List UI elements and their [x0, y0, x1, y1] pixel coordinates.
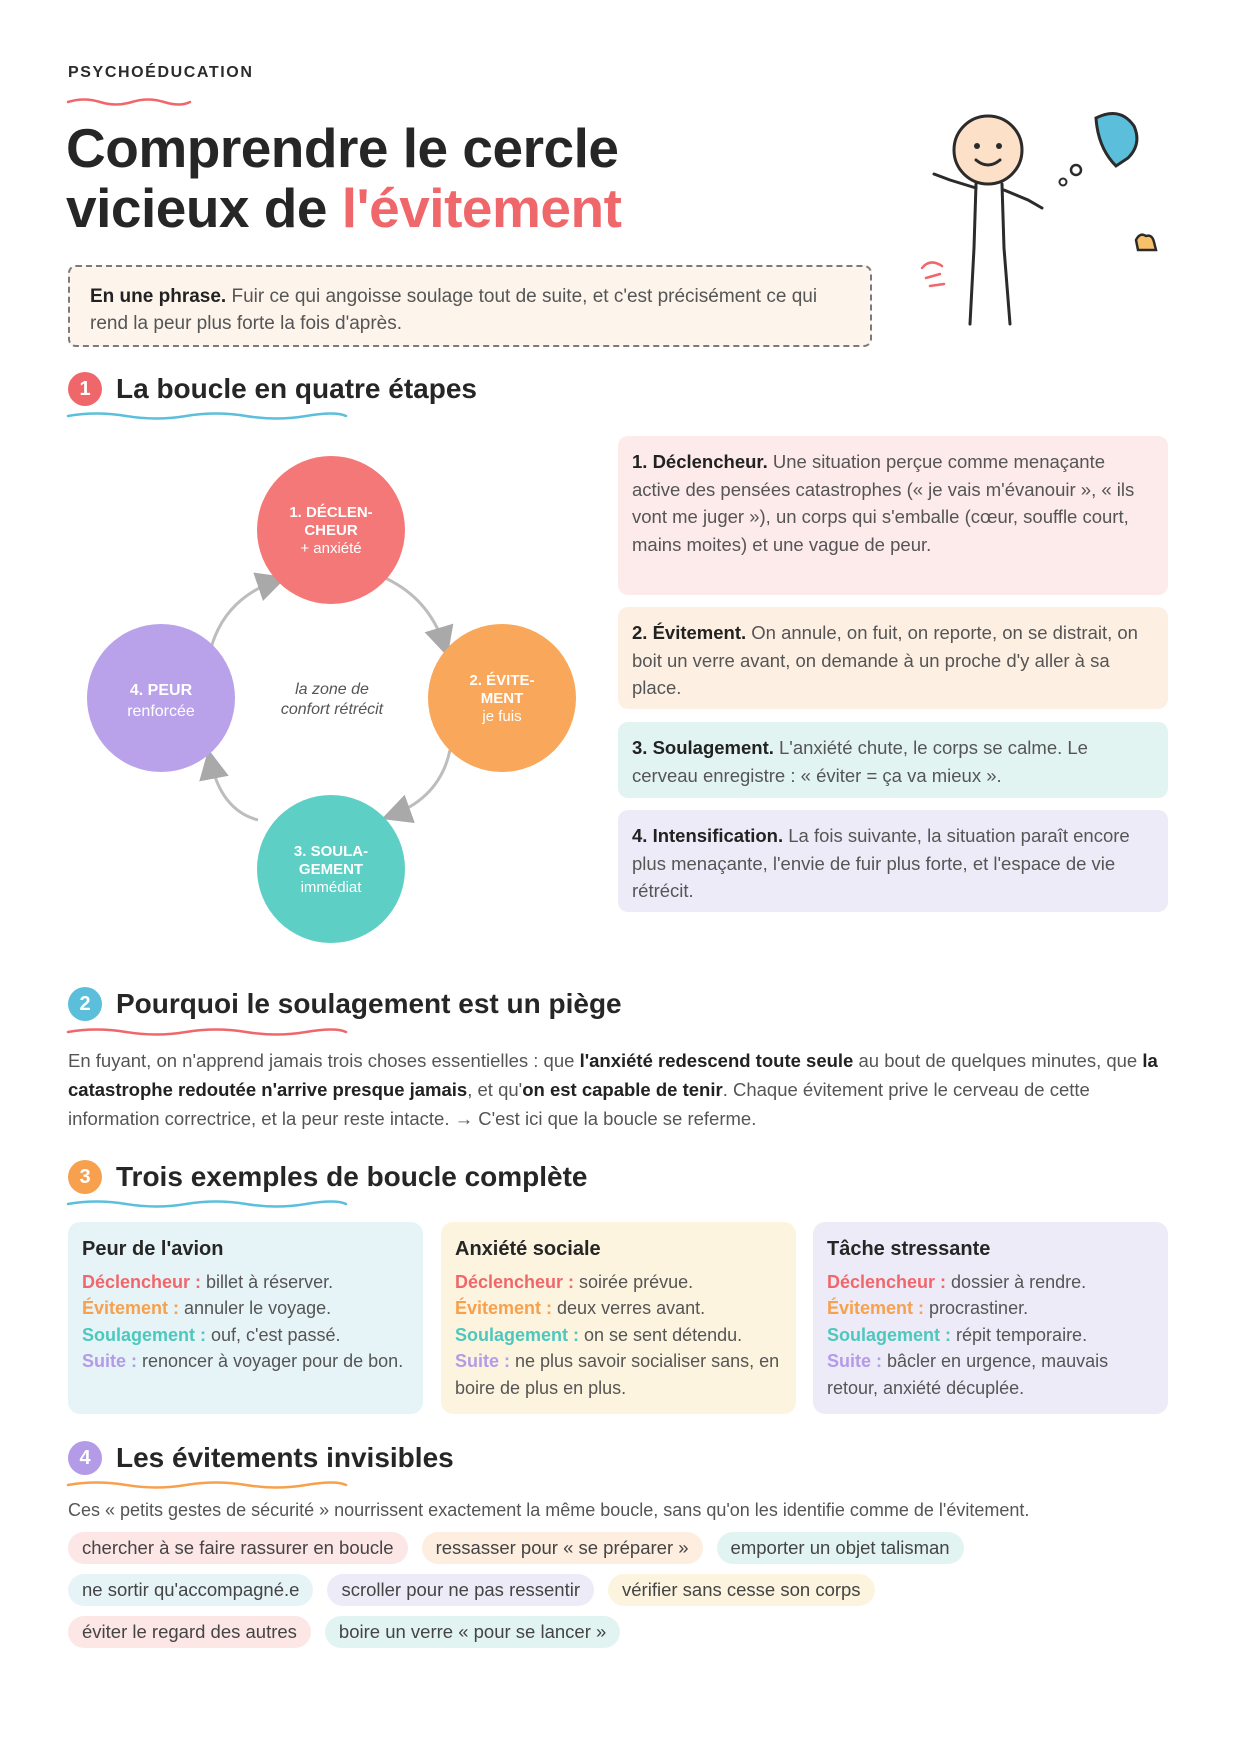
arrow-1-to-2	[383, 577, 445, 648]
cycle-diagram	[70, 448, 590, 968]
section-4-underline	[66, 1479, 348, 1491]
step-2-label: 2. Évitement.	[632, 622, 747, 643]
example-2-title: Anxiété sociale	[455, 1238, 601, 1260]
step-card-3	[618, 722, 1168, 798]
cycle-node-trigger	[257, 456, 405, 604]
section-4-title: Les évitements invisibles	[116, 1442, 454, 1473]
chip: ressasser pour « se préparer »	[422, 1532, 703, 1564]
example-1-avoid-key: Évitement :	[82, 1298, 180, 1318]
cycle-node-relief	[257, 795, 405, 943]
node-avoidance-line3: je fuis	[482, 708, 522, 725]
example-card-task	[813, 1222, 1168, 1414]
example-card-plane	[68, 1222, 423, 1414]
summary-box	[68, 265, 872, 347]
example-2-next-key: Suite :	[455, 1351, 511, 1371]
example-3-relief-key: Soulagement :	[827, 1324, 952, 1345]
why-text-4: . Chaque évitement prive le cerveau de cette information correctrice, et la peur reste intacte. → C'est ici que la boucle se referme.	[68, 1079, 1090, 1129]
step-card-4	[618, 810, 1168, 912]
arrow-2-to-3	[390, 750, 450, 816]
stick-figure-illustration	[920, 108, 1160, 338]
example-card-social	[441, 1222, 796, 1414]
example-1-relief-key: Soulagement :	[82, 1324, 207, 1345]
chip: emporter un objet talisman	[717, 1532, 964, 1564]
section-1-number: 1	[68, 372, 102, 406]
example-1-trigger: billet à réserver.	[201, 1271, 334, 1292]
example-1-next: renoncer à voyager pour de bon.	[137, 1351, 404, 1371]
node-fear-line2: renforcée	[127, 703, 195, 720]
title-line-1: Comprendre le cercle	[66, 117, 619, 179]
example-2-trigger: soirée prévue.	[574, 1271, 694, 1292]
example-1-title: Peur de l'avion	[82, 1238, 224, 1260]
chip: vérifier sans cesse son corps	[608, 1574, 875, 1606]
section-1-underline	[66, 410, 348, 422]
chip: scroller pour ne pas ressentir	[327, 1574, 594, 1606]
example-2-trigger-key: Déclencheur :	[455, 1271, 575, 1292]
arrow-4-to-1	[211, 580, 278, 648]
step-3-label: 3. Soulagement.	[632, 737, 774, 758]
example-2-avoid-key: Évitement :	[455, 1298, 553, 1318]
why-text-3: , et qu'	[467, 1079, 523, 1100]
section-2-title: Pourquoi le soulagement est un piège	[116, 988, 622, 1019]
summary-label: En une phrase.	[90, 286, 227, 307]
node-trigger-line2: CHEUR	[304, 522, 358, 539]
section-3-underline	[66, 1198, 348, 1210]
example-3-trigger-key: Déclencheur :	[827, 1271, 947, 1292]
example-3-trigger: dossier à rendre.	[946, 1271, 1087, 1292]
summary-text: Fuir ce qui angoisse soulage tout de suite, et c'est précisément ce qui rend la peur plus forte la fois d'après.	[90, 286, 818, 334]
invisible-chips	[68, 1532, 1168, 1658]
node-avoidance-line1: 2. ÉVITE-	[469, 672, 535, 689]
node-trigger-line1: 1. DÉCLEN-	[289, 504, 373, 521]
example-1-next-key: Suite :	[82, 1351, 138, 1371]
step-4-label: 4. Intensification.	[632, 825, 784, 846]
title-line-2-prefix: vicieux de	[66, 177, 342, 239]
why-bold-2: la catastrophe redoutée n'arrive presque jamais	[68, 1050, 1158, 1100]
node-relief-line3: immédiat	[300, 879, 362, 896]
node-relief-line2: GEMENT	[298, 861, 364, 878]
node-trigger-line3: + anxiété	[300, 540, 362, 557]
example-3-relief: répit temporaire.	[951, 1324, 1088, 1345]
example-2-relief-key: Soulagement :	[455, 1324, 580, 1345]
example-3-avoid-key: Évitement :	[827, 1298, 925, 1318]
example-2-relief: on se sent détendu.	[579, 1324, 743, 1345]
node-avoidance-line2: MENT	[480, 690, 524, 707]
node-relief-line1: 3. SOULA-	[293, 843, 369, 860]
section-3-title: Trois exemples de boucle complète	[116, 1161, 588, 1192]
step-card-2	[618, 607, 1168, 709]
example-3-title: Tâche stressante	[827, 1238, 991, 1260]
arrow-3-to-4	[210, 758, 258, 820]
section-1-title: La boucle en quatre étapes	[116, 373, 477, 404]
example-1-relief: ouf, c'est passé.	[206, 1324, 341, 1345]
example-2-avoid: deux verres avant.	[552, 1298, 706, 1318]
section-2-underline	[66, 1026, 348, 1038]
example-3-next-key: Suite :	[827, 1351, 883, 1371]
chip: chercher à se faire rassurer en boucle	[68, 1532, 408, 1564]
section-2-number: 2	[68, 987, 102, 1021]
invisible-intro: Ces « petits gestes de sécurité » nourrissent exactement la même boucle, sans qu'on les identifie comme de l'évitement.	[68, 1500, 1030, 1520]
cycle-node-avoidance	[428, 624, 576, 772]
section-4-heading	[68, 1441, 454, 1475]
example-3-avoid: procrastiner.	[924, 1298, 1029, 1318]
step-1-label: 1. Déclencheur.	[632, 451, 768, 472]
page-title	[66, 118, 621, 238]
chip-row-3	[68, 1616, 1168, 1648]
node-fear-line1: 4. PEUR	[129, 682, 193, 699]
chip: éviter le regard des autres	[68, 1616, 311, 1648]
section-3-heading	[68, 1160, 588, 1194]
section-4-number: 4	[68, 1441, 102, 1475]
kicker: PSYCHOÉDUCATION	[68, 64, 254, 81]
example-2-next: ne plus savoir socialiser sans, en boire de plus en plus.	[455, 1351, 780, 1398]
section-1-heading	[68, 372, 477, 406]
section-2-heading	[68, 987, 622, 1021]
chip: ne sortir qu'accompagné.e	[68, 1574, 313, 1606]
step-2-text: On annule, on fuit, on reporte, on se distrait, on boit un verre avant, on demande à un proche d'y aller à sa place.	[632, 622, 1138, 698]
example-1-avoid: annuler le voyage.	[179, 1298, 332, 1318]
why-paragraph	[68, 1046, 1173, 1133]
title-accent: l'évitement	[341, 177, 622, 239]
chip: boire un verre « pour se lancer »	[325, 1616, 620, 1648]
why-text-2: au bout de quelques minutes, que	[853, 1050, 1143, 1071]
example-3-next: bâcler en urgence, mauvais retour, anxiété décuplée.	[827, 1351, 1109, 1398]
why-bold-3: on est capable de tenir	[522, 1079, 723, 1100]
kicker-underline	[66, 96, 192, 108]
why-text-1: En fuyant, on n'apprend jamais trois choses essentielles : que	[68, 1050, 580, 1071]
chip-row-2	[68, 1574, 1168, 1606]
why-bold-1: l'anxiété redescend toute seule	[579, 1050, 854, 1071]
cycle-center-line2: confort rétrécit	[280, 701, 384, 718]
step-card-1	[618, 436, 1168, 595]
example-1-trigger-key: Déclencheur :	[82, 1271, 202, 1292]
cycle-center-line1: la zone de	[295, 681, 369, 698]
step-1-text: Une situation perçue comme menaçante active des pensées catastrophes (« je vais m'évanouir », « ils vont me juger »), un corps qui s'emballe (cœur, souffle court, mains moites) et une vague de peur.	[632, 451, 1135, 555]
cycle-node-fear	[87, 624, 235, 772]
section-3-number: 3	[68, 1160, 102, 1194]
step-4-text: La fois suivante, la situation paraît encore plus menaçante, l'envie de fuir plus forte, et l'espace de vie rétrécit.	[632, 825, 1130, 901]
step-3-text: L'anxiété chute, le corps se calme. Le cerveau enregistre : « éviter = ça va mieux ».	[632, 737, 1088, 786]
chip-row-1	[68, 1532, 1168, 1564]
